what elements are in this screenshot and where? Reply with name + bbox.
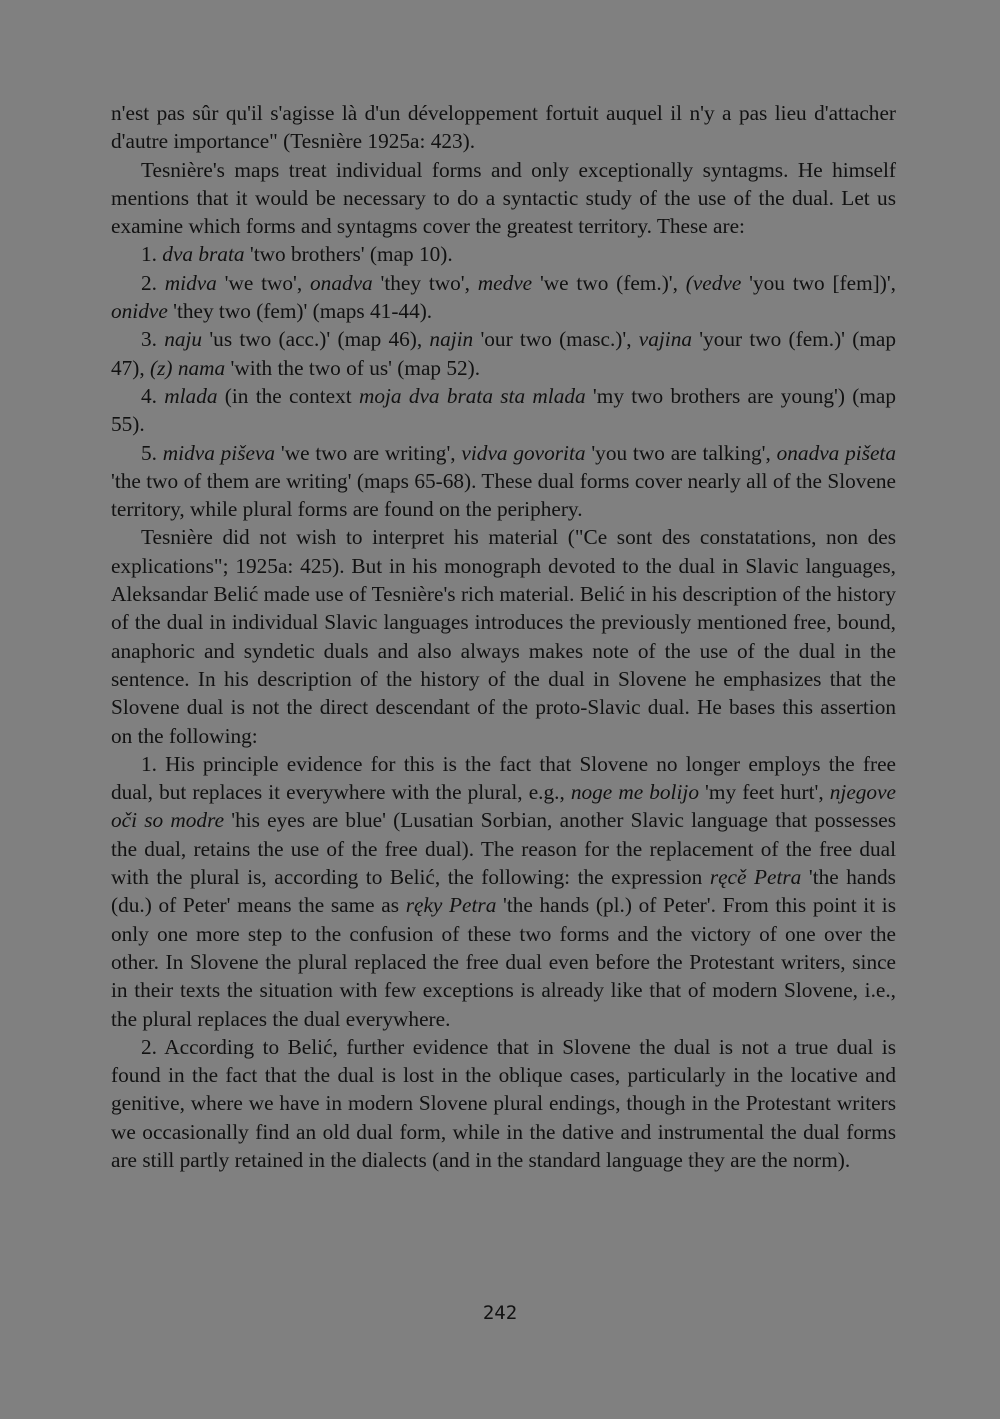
italic-term: noge me bolijo [570, 780, 699, 805]
text-run: 'you two [fem])', [741, 270, 896, 295]
text-run: 'your two (fem.)' (map 47), [111, 327, 896, 380]
text-run: 'they two (fem)' (maps 41-44). [167, 299, 433, 324]
text-run: 2. According to Belić, further evidence that in Slovene the dual is not a true dual is found in the fact that the dual is lost in the oblique cases, particularly in the locative and genitive, where we have in modern Slovene plural endings, though in the Protestant writers we occasionally find an old dual form, while in the dative and instrumental the dual forms are still partly retained in the dialects (and in the standard language they are the norm). [111, 1034, 896, 1172]
italic-term: onadva pišeta [776, 440, 897, 465]
italic-term: mlada [164, 383, 218, 408]
paragraph [111, 382, 896, 439]
italic-term: dva brata [162, 242, 245, 267]
text-run: 'we two are writing', [275, 440, 462, 465]
italic-term: onadva [310, 270, 373, 295]
text-run: 'the hands (pl.) of Peter'. From this point it is only one more step to the confusion of these two forms and the victory of one over the other. In Slovene the plural replaced the free dual even before the Protestant writers, since in their texts the situation with few exceptions is already like that of modern Slovene, i.e., the plural replaces the dual everywhere. [111, 893, 896, 1031]
paragraph [111, 269, 896, 326]
italic-term: moja dva brata sta mlada [358, 383, 586, 408]
text-run: 'two brothers' (map 10). [244, 242, 453, 267]
text-run: 'you two are talking', [585, 440, 777, 465]
text-run: 'his eyes are blue' (Lusatian Sorbian, another Slavic language that possesses the dual, retains the use of the free dual). The reason for the replacement of the free dual with the plural is, according to Belić, the following: the expression [111, 808, 897, 890]
text-run: 'we two (fem.)', [532, 270, 686, 295]
text-run: 4. [141, 383, 165, 408]
italic-term: ręky Petra [405, 893, 497, 918]
italic-term: ręcě Petra [709, 865, 802, 890]
italic-term: midva [164, 270, 217, 295]
text-run: Tesnière's maps treat individual forms and only exceptionally syntagms. He himself mentions that it would be necessary to do a syntactic study of the use of the dual. Let us examine which forms and syntagms cover the greatest territory. These are: [111, 157, 896, 239]
body-text [111, 99, 896, 1174]
italic-term: (z) nama [150, 355, 226, 380]
text-run: 'us two (acc.)' (map 46), [202, 327, 430, 352]
italic-term: naju [164, 327, 203, 352]
paragraph [111, 750, 896, 1033]
text-run: 'we two', [216, 270, 311, 295]
text-run: 2. [141, 270, 165, 295]
text-run: 'the two of them are writing' (maps 65-68). These dual forms cover nearly all of the Slovene territory, while plural forms are found on the periphery. [111, 468, 896, 522]
text-run: 5. [141, 440, 163, 465]
italic-term: najin [429, 327, 474, 352]
text-run: 1. His principle evidence for this is the fact that Slovene no longer employs the free dual, but replaces it everywhere with the plural, e.g., [111, 751, 896, 805]
paragraph [111, 240, 896, 268]
text-run: 3. [141, 327, 165, 352]
text-run: 'the hands (du.) of Peter' means the same as [111, 865, 896, 918]
text-run: 'my feet hurt', [698, 780, 830, 805]
italic-term: midva piševa [162, 440, 276, 465]
page-number: 242 [482, 1302, 518, 1324]
text-run: n'est pas sûr qu'il s'agisse là d'un développement fortuit auquel il n'y a pas lieu d'attacher d'autre importance" (Tesnière 1925a: 423). [111, 101, 896, 154]
paragraph [111, 156, 896, 241]
paragraph [111, 1033, 896, 1174]
paragraph [111, 523, 896, 749]
text-run: 'they two', [372, 270, 478, 295]
text-run: 'with the two of us' (map 52). [225, 355, 481, 380]
paragraph [111, 99, 896, 156]
text-run: 'my two brothers are young') (map 55). [111, 383, 896, 437]
italic-term: onidve [111, 299, 168, 324]
italic-term: (vedve [685, 270, 742, 295]
text-run: (in the context [217, 383, 359, 408]
text-run: 'our two (masc.)', [473, 327, 639, 352]
italic-term: njegove oči so modre [111, 780, 896, 833]
italic-term: vidva govorita [461, 440, 586, 465]
text-run: Tesnière did not wish to interpret his material ("Ce sont des constatations, non des explications"; 1925a: 425). But in his monograph devoted to the dual in Slavic languages, Aleksandar Belić made use of Tesnière's rich material. Belić in his description of the history of the dual in individual Slavic languages introduces the previously mentioned free, bound, anaphoric and syndetic duals and also always makes note of the use of the dual in the sentence. In his description of the history of the dual in Slovene he emphasizes that the Slovene dual is not the direct descendant of the proto-Slavic dual. He bases this assertion on the following: [111, 525, 896, 748]
paragraph [111, 325, 896, 382]
text-run: 1. [141, 242, 163, 267]
paragraph [111, 439, 896, 524]
italic-term: medve [477, 270, 533, 295]
italic-term: vajina [638, 327, 692, 352]
